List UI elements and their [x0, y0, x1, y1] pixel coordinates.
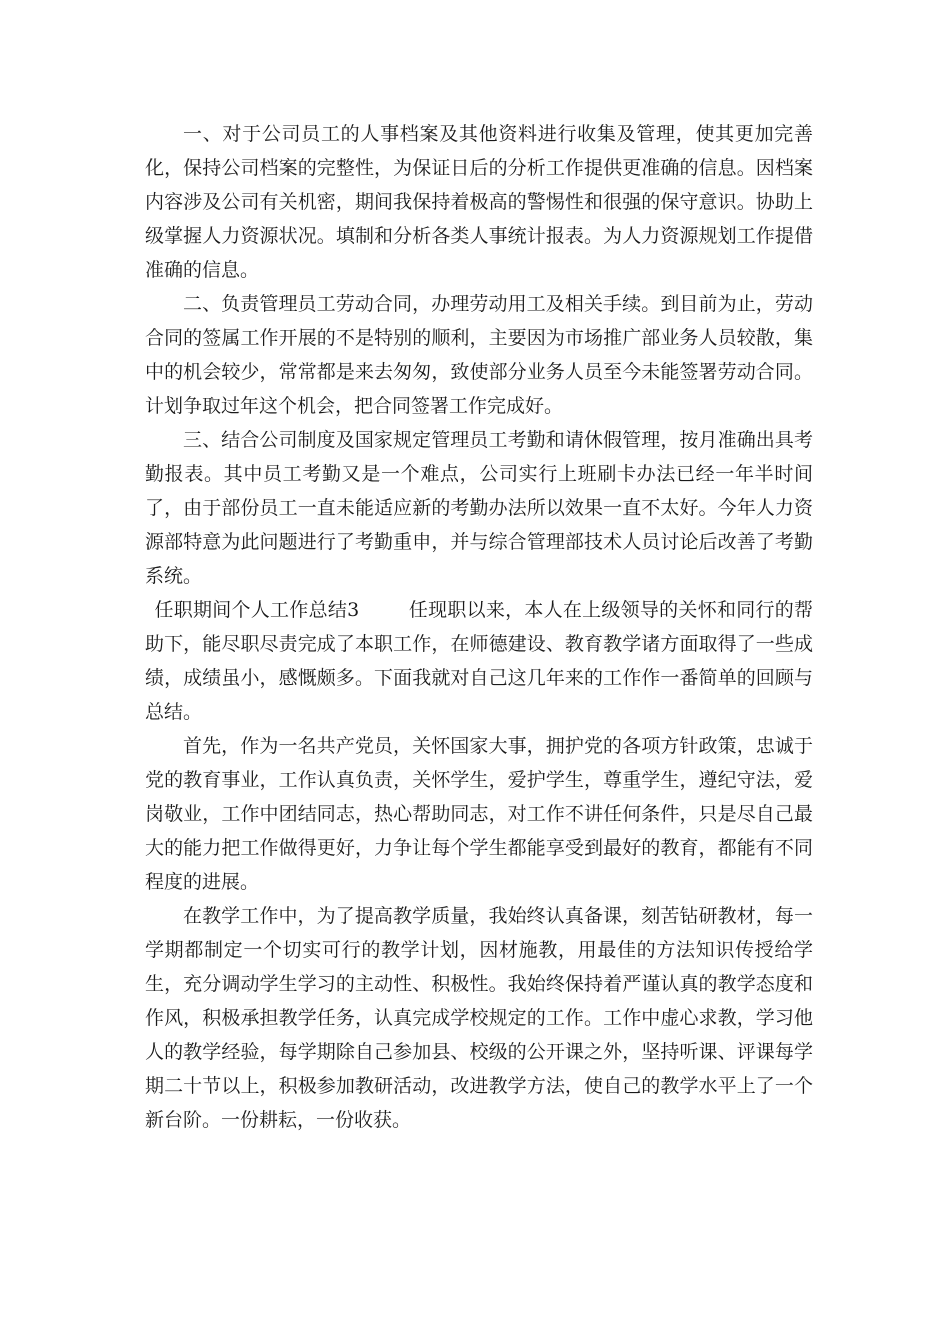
section-title: 任职期间个人工作总结3 [154, 599, 360, 621]
document-body [145, 117, 813, 1137]
paragraph-party-member: 首先，作为一名共产党员，关怀国家大事，拥护党的各项方针政策，忠诚于党的教育事业，工作认真负责，关怀学生，爱护学生，尊重学生，遵纪守法，爱岗敬业，工作中团结同志，热心帮助同志，对工作不讲任何条件，只是尽自己最大的能力把工作做得更好，力争让每个学生都能享受到最好的教育，都能有不同程度的进展。 [145, 735, 813, 893]
paragraph-contracts: 二、负责管理员工劳动合同，办理劳动用工及相关手续。到目前为止，劳动合同的签属工作开展的不是特别的顺利，主要因为市场推广部业务人员较散，集中的机会较少，常常都是来去匆匆，致使部分业务人员至今未能签署劳动合同。计划争取过年这个机会，把合同签署工作完成好。 [145, 293, 813, 417]
section-intro: 任现职以来，本人在上级领导的关怀和同行的帮助下，能尽职尽责完成了本职工作，在师德建设、教育教学诸方面取得了一些成绩，成绩虽小，感慨颇多。下面我就对自己这几年来的工作作一番简单的回顾与总结。 [145, 599, 813, 723]
paragraph-attendance: 三、结合公司制度及国家规定管理员工考勤和请休假管理，按月准确出具考勤报表。其中员工考勤又是一个难点，公司实行上班刷卡办法已经一年半时间了，由于部份员工一直未能适应新的考勤办法所以效果一直不太好。今年人力资源部特意为此问题进行了考勤重申，并与综合管理部技术人员讨论后改善了考勤系统。 [145, 429, 813, 587]
paragraph-archives: 一、对于公司员工的人事档案及其他资料进行收集及管理，使其更加完善化，保持公司档案的完整性，为保证日后的分析工作提供更准确的信息。因档案内容涉及公司有关机密，期间我保持着极高的警惕性和很强的保守意识。协助上级掌握人力资源状况。填制和分析各类人事统计报表。为人力资源规划工作提借准确的信息。 [145, 123, 813, 281]
paragraph-teaching-work: 在教学工作中，为了提高教学质量，我始终认真备课，刻苦钻研教材，每一学期都制定一个切实可行的教学计划，因材施教，用最佳的方法知识传授给学生，充分调动学生学习的主动性、积极性。我始终保持着严谨认真的教学态度和作风，积极承担教学任务，认真完成学校规定的工作。工作中虚心求教，学习他人的教学经验，每学期除自己参加县、校级的公开课之外，坚持听课、评课每学期二十节以上，积极参加教研活动，改进教学方法，使自己的教学水平上了一个新台阶。一份耕耘，一份收获。 [145, 905, 813, 1131]
section-summary-3 [145, 593, 813, 729]
